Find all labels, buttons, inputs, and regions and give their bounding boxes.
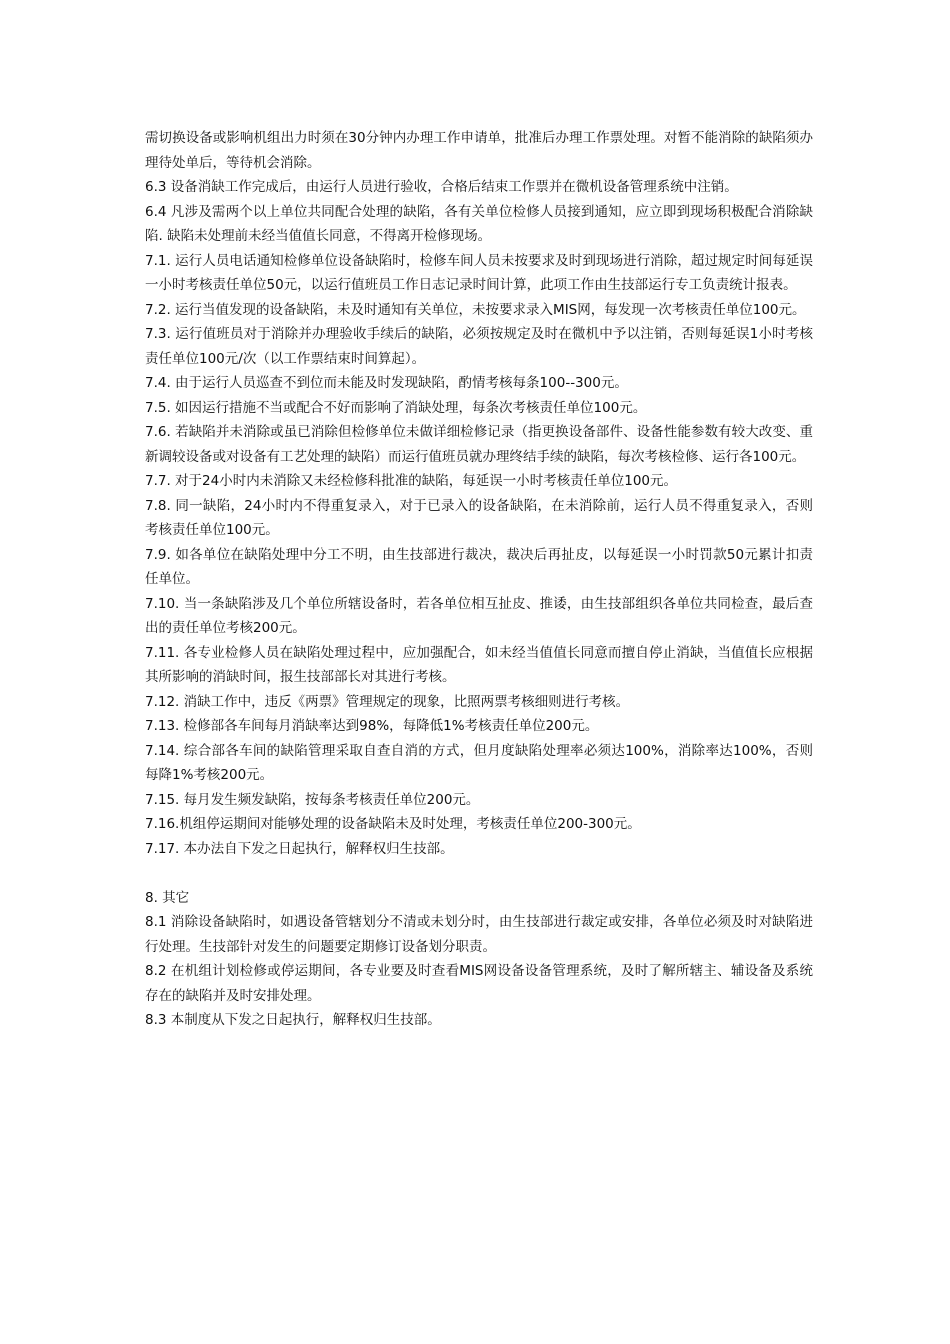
paragraph-8-3: 8.3 本制度从下发之日起执行，解释权归生技部。: [145, 1012, 441, 1028]
paragraph-7-3: 7.3. 运行值班员对于消除并办理验收手续后的缺陷，必须按规定及时在微机中予以注销，否则每延误1小时考核责任单位100元/次（以工作票结束时间算起）。: [145, 326, 813, 367]
paragraph-8-1: 8.1 消除设备缺陷时，如遇设备管辖划分不清或未划分时，由生技部进行裁定或安排，各单位必须及时对缺陷进行处理。生技部针对发生的问题要定期修订设备划分职责。: [145, 914, 813, 955]
paragraph-6-4: 6.4 凡涉及需两个以上单位共同配合处理的缺陷，各有关单位检修人员接到通知，应立即到现场积极配合消除缺陷. 缺陷未处理前未经当值值长同意，不得离开检修现场。: [145, 203, 813, 244]
paragraph-7-8: 7.8. 同一缺陷，24小时内不得重复录入，对于已录入的设备缺陷，在未消除前，运行人员不得重复录入，否则考核责任单位100元。: [145, 497, 813, 538]
paragraph-7-5: 7.5. 如因运行措施不当或配合不好而影响了消缺处理，每条次考核责任单位100元。: [145, 399, 647, 416]
paragraph-7-7: 7.7. 对于24小时内未消除又未经检修科批准的缺陷，每延误一小时考核责任单位100元。: [145, 473, 677, 489]
paragraph-6-3: 6.3 设备消缺工作完成后，由运行人员进行验收，合格后结束工作票并在微机设备管理系统中注销。: [145, 179, 738, 195]
paragraph-7-13: 7.13. 检修部各车间每月消缺率达到98%，每降低1%考核责任单位200元。: [145, 718, 599, 734]
paragraph-7-10: 7.10. 当一条缺陷涉及几个单位所辖设备时，若各单位相互扯皮、推诿，由生技部组织各单位共同检查，最后查出的责任单位考核200元。: [145, 595, 813, 636]
paragraph-7-17: 7.17. 本办法自下发之日起执行，解释权归生技部。: [145, 840, 454, 857]
paragraph-continuation: 需切换设备或影响机组出力时须在30分钟内办理工作申请单，批准后办理工作票处理。对暂不能消除的缺陷须办理待处单后，等待机会消除。: [145, 130, 813, 171]
paragraph-7-12: 7.12. 消缺工作中，违反《两票》管理规定的现象，比照两票考核细则进行考核。: [145, 693, 630, 710]
paragraph-7-9: 7.9. 如各单位在缺陷处理中分工不明，由生技部进行裁决，裁决后再扯皮，以每延误一小时罚款50元累计扣责任单位。: [145, 546, 813, 587]
paragraph-7-1: 7.1. 运行人员电话通知检修单位设备缺陷时，检修车间人员未按要求及时到现场进行消除，超过规定时间每延误一小时考核责任单位50元，以运行值班员工作日志记录时间计算，此项工作由生技部运行专工负责统计报表。: [145, 252, 813, 293]
section-spacer: [145, 861, 813, 886]
paragraph-7-6: 7.6. 若缺陷并未消除或虽已消除但检修单位未做详细检修记录（指更换设备部件、设备性能参数有较大改变、重新调较设备或对设备有工艺处理的缺陷）而运行值班员就办理终结手续的缺陷，每次考核检修、运行各100元。: [145, 424, 813, 465]
section-8-heading: 8. 其它: [145, 889, 190, 906]
paragraph-7-2: 7.2. 运行当值发现的设备缺陷，未及时通知有关单位，未按要求录入MIS网，每发现一次考核责任单位100元。: [145, 301, 806, 318]
paragraph-7-14: 7.14. 综合部各车间的缺陷管理采取自查自消的方式，但月度缺陷处理率必须达100%，消除率达100%，否则每降1%考核200元。: [145, 742, 813, 783]
paragraph-8-2: 8.2 在机组计划检修或停运期间，各专业要及时查看MIS网设备设备管理系统，及时了解所辖主、辅设备及系统存在的缺陷并及时安排处理。: [145, 963, 813, 1004]
document-body: [145, 126, 813, 1033]
paragraph-7-15: 7.15. 每月发生频发缺陷，按每条考核责任单位200元。: [145, 791, 480, 808]
paragraph-7-4: 7.4. 由于运行人员巡查不到位而未能及时发现缺陷，酌情考核每条100--300元。: [145, 375, 628, 391]
paragraph-7-16: 7.16.机组停运期间对能够处理的设备缺陷未及时处理，考核责任单位200-300元。: [145, 816, 641, 832]
paragraph-7-11: 7.11. 各专业检修人员在缺陷处理过程中，应加强配合，如未经当值值长同意而擅自停止消缺，当值值长应根据其所影响的消缺时间，报生技部部长对其进行考核。: [145, 644, 813, 685]
